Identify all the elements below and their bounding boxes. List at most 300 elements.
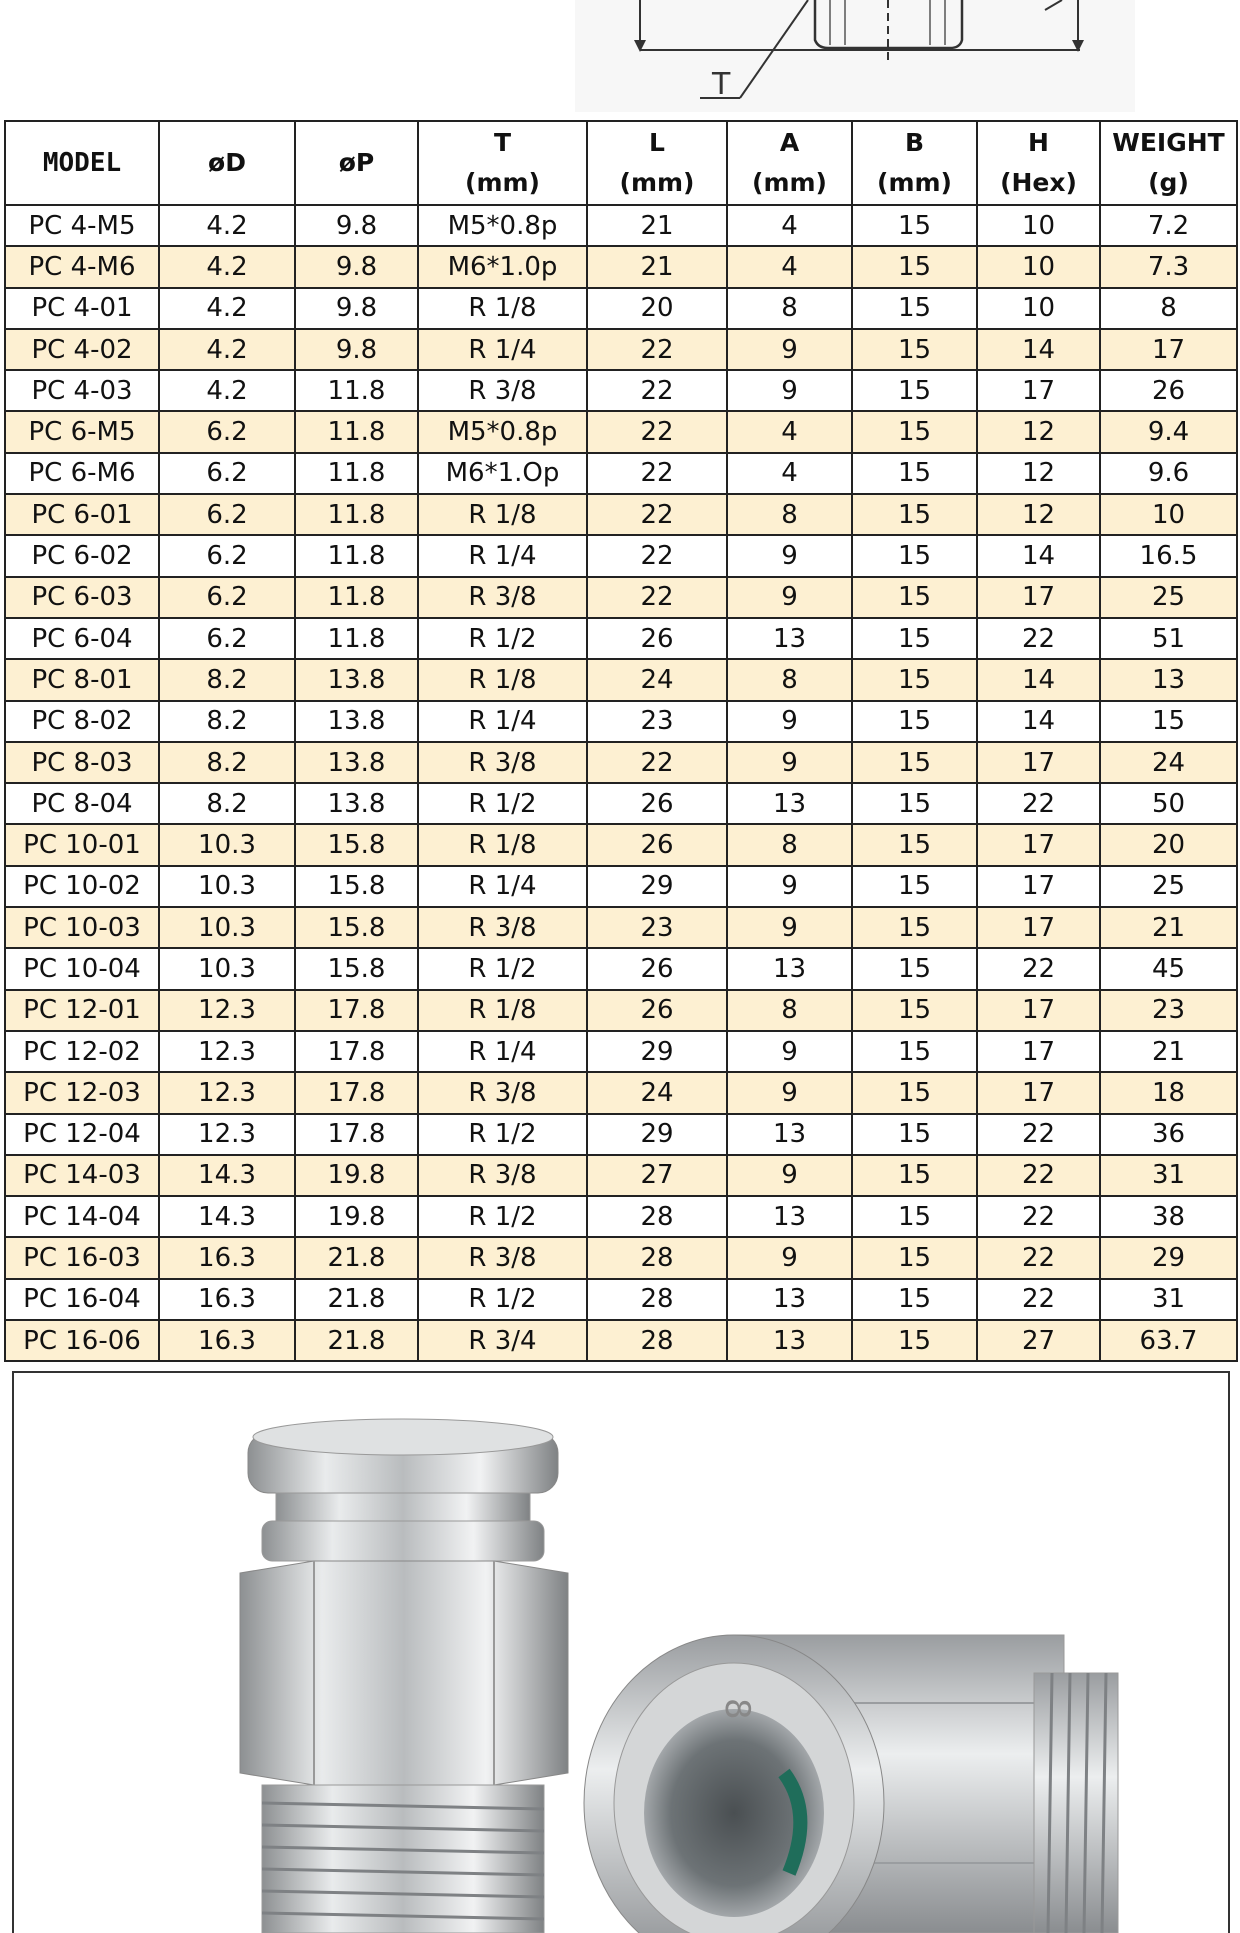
cell-op: 9.8	[295, 288, 418, 329]
cell-weight: 51	[1100, 618, 1237, 659]
cell-weight: 17	[1100, 329, 1237, 370]
cell-model: PC 8-03	[5, 742, 159, 783]
cell-od: 14.3	[159, 1196, 295, 1237]
cell-a: 8	[727, 288, 852, 329]
cell-thread: R 3/8	[418, 1072, 587, 1113]
table-row	[5, 535, 1237, 576]
cell-od: 6.2	[159, 535, 295, 576]
cell-thread: R 3/8	[418, 1237, 587, 1278]
table-row	[5, 1114, 1237, 1155]
cell-weight: 25	[1100, 577, 1237, 618]
cell-thread: R 1/8	[418, 659, 587, 700]
table-row	[5, 453, 1237, 494]
cell-length: 22	[587, 535, 727, 576]
cell-od: 16.3	[159, 1279, 295, 1320]
cell-thread: R 1/8	[418, 990, 587, 1031]
cell-length: 26	[587, 824, 727, 865]
cell-hex: 17	[977, 907, 1100, 948]
cell-a: 9	[727, 370, 852, 411]
cell-op: 19.8	[295, 1196, 418, 1237]
table-row	[5, 742, 1237, 783]
cell-weight: 21	[1100, 1031, 1237, 1072]
cell-b: 15	[852, 246, 977, 287]
cell-hex: 17	[977, 1072, 1100, 1113]
cell-a: 4	[727, 453, 852, 494]
cell-length: 28	[587, 1196, 727, 1237]
cell-a: 13	[727, 1114, 852, 1155]
cell-hex: 10	[977, 246, 1100, 287]
cell-a: 9	[727, 907, 852, 948]
cell-hex: 14	[977, 329, 1100, 370]
cell-thread: R 1/8	[418, 494, 587, 535]
cell-op: 17.8	[295, 1072, 418, 1113]
cell-length: 27	[587, 1155, 727, 1196]
cell-weight: 10	[1100, 494, 1237, 535]
cell-op: 13.8	[295, 659, 418, 700]
cell-thread: R 1/4	[418, 866, 587, 907]
cell-hex: 17	[977, 742, 1100, 783]
cell-b: 15	[852, 866, 977, 907]
cell-a: 9	[727, 1237, 852, 1278]
cell-hex: 14	[977, 659, 1100, 700]
table-row	[5, 948, 1237, 989]
table-row	[5, 411, 1237, 452]
cell-od: 4.2	[159, 246, 295, 287]
cell-b: 15	[852, 1237, 977, 1278]
cell-model: PC 12-04	[5, 1114, 159, 1155]
cell-length: 22	[587, 494, 727, 535]
cell-op: 11.8	[295, 453, 418, 494]
cell-weight: 21	[1100, 907, 1237, 948]
cell-op: 21.8	[295, 1279, 418, 1320]
cell-hex: 14	[977, 701, 1100, 742]
cell-length: 24	[587, 659, 727, 700]
cell-weight: 36	[1100, 1114, 1237, 1155]
cell-hex: 22	[977, 948, 1100, 989]
cell-a: 4	[727, 246, 852, 287]
cell-model: PC 12-02	[5, 1031, 159, 1072]
cell-thread: R 1/8	[418, 824, 587, 865]
cell-b: 15	[852, 329, 977, 370]
cell-model: PC 10-01	[5, 824, 159, 865]
cell-od: 12.3	[159, 1072, 295, 1113]
cell-op: 15.8	[295, 948, 418, 989]
cell-thread: M5*0.8p	[418, 411, 587, 452]
cell-hex: 17	[977, 824, 1100, 865]
cell-b: 15	[852, 907, 977, 948]
cell-od: 4.2	[159, 205, 295, 246]
cell-length: 23	[587, 701, 727, 742]
cell-length: 23	[587, 907, 727, 948]
cell-weight: 24	[1100, 742, 1237, 783]
cell-model: PC 16-06	[5, 1320, 159, 1361]
cell-b: 15	[852, 1155, 977, 1196]
cell-weight: 13	[1100, 659, 1237, 700]
cell-b: 15	[852, 1031, 977, 1072]
cell-op: 17.8	[295, 1114, 418, 1155]
cell-hex: 22	[977, 1279, 1100, 1320]
cell-od: 6.2	[159, 411, 295, 452]
cell-hex: 22	[977, 618, 1100, 659]
cell-hex: 22	[977, 1114, 1100, 1155]
table-row	[5, 1155, 1237, 1196]
cell-length: 29	[587, 1031, 727, 1072]
collet-neck	[276, 1493, 530, 1521]
spec-table	[4, 120, 1238, 1362]
table-row	[5, 659, 1237, 700]
cell-model: PC 4-01	[5, 288, 159, 329]
cell-length: 26	[587, 948, 727, 989]
cell-b: 15	[852, 824, 977, 865]
header-op: øP	[295, 121, 418, 205]
cell-a: 4	[727, 205, 852, 246]
cell-od: 6.2	[159, 494, 295, 535]
cell-length: 21	[587, 246, 727, 287]
cell-hex: 12	[977, 494, 1100, 535]
cell-op: 21.8	[295, 1320, 418, 1361]
header-model: MODEL	[5, 121, 159, 205]
cell-weight: 7.2	[1100, 205, 1237, 246]
cell-op: 11.8	[295, 577, 418, 618]
cell-length: 29	[587, 1114, 727, 1155]
cell-a: 4	[727, 411, 852, 452]
cell-weight: 20	[1100, 824, 1237, 865]
cell-b: 15	[852, 577, 977, 618]
product-photo	[12, 1371, 1230, 1933]
cell-model: PC 4-M6	[5, 246, 159, 287]
cell-model: PC 8-01	[5, 659, 159, 700]
table-row	[5, 494, 1237, 535]
cell-length: 22	[587, 453, 727, 494]
table-row	[5, 370, 1237, 411]
fitting-upright	[240, 1419, 568, 1933]
cell-weight: 9.6	[1100, 453, 1237, 494]
cell-a: 9	[727, 329, 852, 370]
cell-thread: R 1/2	[418, 948, 587, 989]
drawing-background	[575, 0, 1135, 112]
cell-hex: 10	[977, 288, 1100, 329]
cell-op: 15.8	[295, 824, 418, 865]
cell-hex: 12	[977, 411, 1100, 452]
cell-length: 22	[587, 370, 727, 411]
cell-a: 13	[727, 618, 852, 659]
cell-b: 15	[852, 783, 977, 824]
cell-weight: 7.3	[1100, 246, 1237, 287]
cell-op: 19.8	[295, 1155, 418, 1196]
table-row	[5, 329, 1237, 370]
cell-b: 15	[852, 453, 977, 494]
cell-model: PC 10-04	[5, 948, 159, 989]
table-row	[5, 990, 1237, 1031]
cell-weight: 31	[1100, 1279, 1237, 1320]
cell-model: PC 6-03	[5, 577, 159, 618]
cell-hex: 17	[977, 866, 1100, 907]
cell-a: 9	[727, 866, 852, 907]
cell-length: 28	[587, 1279, 727, 1320]
table-row	[5, 1196, 1237, 1237]
cell-thread: M6*1.0p	[418, 246, 587, 287]
cell-b: 15	[852, 1072, 977, 1113]
header-weight: WEIGHT (g)	[1100, 121, 1237, 205]
cell-length: 21	[587, 205, 727, 246]
cell-hex: 17	[977, 1031, 1100, 1072]
cell-hex: 22	[977, 1155, 1100, 1196]
cell-b: 15	[852, 659, 977, 700]
cell-b: 15	[852, 1196, 977, 1237]
fitting-lying	[584, 1635, 1118, 1933]
cell-weight: 23	[1100, 990, 1237, 1031]
cell-od: 8.2	[159, 701, 295, 742]
cell-length: 22	[587, 742, 727, 783]
cell-weight: 26	[1100, 370, 1237, 411]
cell-op: 11.8	[295, 494, 418, 535]
cell-a: 9	[727, 535, 852, 576]
cell-op: 15.8	[295, 907, 418, 948]
cell-od: 8.2	[159, 659, 295, 700]
cell-a: 8	[727, 990, 852, 1031]
cell-a: 9	[727, 742, 852, 783]
header-b: B (mm)	[852, 121, 977, 205]
cell-thread: R 1/2	[418, 1196, 587, 1237]
cell-model: PC 6-04	[5, 618, 159, 659]
cell-thread: R 1/4	[418, 329, 587, 370]
cell-b: 15	[852, 1279, 977, 1320]
table-row	[5, 1072, 1237, 1113]
cell-hex: 12	[977, 453, 1100, 494]
cell-od: 6.2	[159, 618, 295, 659]
cell-model: PC 12-03	[5, 1072, 159, 1113]
cell-b: 15	[852, 288, 977, 329]
cell-b: 15	[852, 742, 977, 783]
cell-weight: 50	[1100, 783, 1237, 824]
cell-thread: R 3/8	[418, 742, 587, 783]
cell-a: 8	[727, 659, 852, 700]
cell-hex: 22	[977, 1196, 1100, 1237]
cell-op: 15.8	[295, 866, 418, 907]
cell-hex: 27	[977, 1320, 1100, 1361]
header-a: A (mm)	[727, 121, 852, 205]
cell-a: 13	[727, 1320, 852, 1361]
cell-op: 9.8	[295, 205, 418, 246]
cell-op: 13.8	[295, 742, 418, 783]
cell-model: PC 10-02	[5, 866, 159, 907]
cell-model: PC 8-04	[5, 783, 159, 824]
hex-body	[240, 1561, 568, 1785]
cell-b: 15	[852, 411, 977, 452]
cell-a: 9	[727, 1031, 852, 1072]
cell-b: 15	[852, 205, 977, 246]
cell-od: 4.2	[159, 329, 295, 370]
cell-thread: R 1/8	[418, 288, 587, 329]
cell-a: 9	[727, 1155, 852, 1196]
cell-op: 13.8	[295, 701, 418, 742]
cell-a: 9	[727, 701, 852, 742]
release-ring	[262, 1521, 544, 1561]
cell-op: 11.8	[295, 370, 418, 411]
cell-length: 26	[587, 618, 727, 659]
cell-a: 13	[727, 783, 852, 824]
cell-op: 11.8	[295, 411, 418, 452]
cell-op: 17.8	[295, 1031, 418, 1072]
cell-op: 11.8	[295, 618, 418, 659]
cell-b: 15	[852, 1114, 977, 1155]
cell-length: 24	[587, 1072, 727, 1113]
cell-weight: 31	[1100, 1155, 1237, 1196]
cell-hex: 17	[977, 990, 1100, 1031]
technical-drawing	[0, 0, 1240, 118]
cell-model: PC 6-02	[5, 535, 159, 576]
cell-od: 12.3	[159, 1031, 295, 1072]
cell-od: 10.3	[159, 907, 295, 948]
table-row	[5, 577, 1237, 618]
cell-model: PC 4-03	[5, 370, 159, 411]
cell-weight: 45	[1100, 948, 1237, 989]
table-row	[5, 783, 1237, 824]
cell-model: PC 12-01	[5, 990, 159, 1031]
table-row	[5, 701, 1237, 742]
cell-weight: 38	[1100, 1196, 1237, 1237]
cell-thread: R 1/2	[418, 783, 587, 824]
cell-a: 8	[727, 494, 852, 535]
cell-weight: 15	[1100, 701, 1237, 742]
cell-model: PC 16-03	[5, 1237, 159, 1278]
cell-thread: R 1/4	[418, 701, 587, 742]
table-row	[5, 246, 1237, 287]
cell-model: PC 6-M5	[5, 411, 159, 452]
cell-od: 4.2	[159, 288, 295, 329]
cell-length: 28	[587, 1237, 727, 1278]
cell-hex: 22	[977, 1237, 1100, 1278]
cell-a: 13	[727, 1279, 852, 1320]
cell-thread: R 1/2	[418, 1279, 587, 1320]
cell-b: 15	[852, 701, 977, 742]
cell-model: PC 8-02	[5, 701, 159, 742]
cell-a: 8	[727, 824, 852, 865]
cell-op: 11.8	[295, 535, 418, 576]
cell-thread: R 1/4	[418, 535, 587, 576]
cell-b: 15	[852, 494, 977, 535]
cell-od: 10.3	[159, 866, 295, 907]
cell-b: 15	[852, 618, 977, 659]
header-h: H (Hex)	[977, 121, 1100, 205]
cell-length: 22	[587, 411, 727, 452]
cell-b: 15	[852, 990, 977, 1031]
table-row	[5, 618, 1237, 659]
cell-length: 26	[587, 990, 727, 1031]
cell-weight: 18	[1100, 1072, 1237, 1113]
cell-b: 15	[852, 535, 977, 576]
cell-weight: 8	[1100, 288, 1237, 329]
cell-weight: 63.7	[1100, 1320, 1237, 1361]
cell-length: 22	[587, 577, 727, 618]
cell-od: 6.2	[159, 577, 295, 618]
cell-length: 29	[587, 866, 727, 907]
cell-op: 21.8	[295, 1237, 418, 1278]
cell-thread: R 3/4	[418, 1320, 587, 1361]
cell-hex: 17	[977, 577, 1100, 618]
table-row	[5, 1031, 1237, 1072]
cell-a: 13	[727, 948, 852, 989]
cell-thread: R 3/8	[418, 370, 587, 411]
cell-op: 13.8	[295, 783, 418, 824]
cell-model: PC 4-02	[5, 329, 159, 370]
cell-model: PC 10-03	[5, 907, 159, 948]
cell-thread: R 3/8	[418, 907, 587, 948]
cell-od: 12.3	[159, 990, 295, 1031]
cell-length: 26	[587, 783, 727, 824]
cell-od: 6.2	[159, 453, 295, 494]
cell-od: 16.3	[159, 1320, 295, 1361]
cell-length: 22	[587, 329, 727, 370]
cell-thread: R 1/2	[418, 1114, 587, 1155]
nut-marking: 8	[717, 1698, 757, 1720]
cell-hex: 14	[977, 535, 1100, 576]
table-row	[5, 824, 1237, 865]
cell-od: 8.2	[159, 783, 295, 824]
fitting-illustration	[14, 1373, 1228, 1933]
cell-thread: R 1/2	[418, 618, 587, 659]
table-row	[5, 205, 1237, 246]
cell-thread: R 3/8	[418, 577, 587, 618]
cell-b: 15	[852, 948, 977, 989]
cell-weight: 9.4	[1100, 411, 1237, 452]
cell-od: 10.3	[159, 824, 295, 865]
cell-weight: 16.5	[1100, 535, 1237, 576]
cell-op: 9.8	[295, 246, 418, 287]
cell-model: PC 14-03	[5, 1155, 159, 1196]
dimension-label-t: T	[712, 67, 731, 102]
cell-b: 15	[852, 370, 977, 411]
cell-weight: 25	[1100, 866, 1237, 907]
cell-op: 9.8	[295, 329, 418, 370]
cell-thread: R 3/8	[418, 1155, 587, 1196]
cell-model: PC 16-04	[5, 1279, 159, 1320]
cell-hex: 10	[977, 205, 1100, 246]
table-row	[5, 1320, 1237, 1361]
cell-a: 9	[727, 1072, 852, 1113]
cell-hex: 17	[977, 370, 1100, 411]
table-row	[5, 866, 1237, 907]
cell-thread: M5*0.8p	[418, 205, 587, 246]
cell-thread: M6*1.Op	[418, 453, 587, 494]
cell-hex: 22	[977, 783, 1100, 824]
cell-length: 20	[587, 288, 727, 329]
table-row	[5, 907, 1237, 948]
cell-od: 16.3	[159, 1237, 295, 1278]
cell-a: 13	[727, 1196, 852, 1237]
cell-length: 28	[587, 1320, 727, 1361]
cell-model: PC 14-04	[5, 1196, 159, 1237]
header-od: øD	[159, 121, 295, 205]
cell-od: 8.2	[159, 742, 295, 783]
cell-model: PC 4-M5	[5, 205, 159, 246]
cell-model: PC 6-01	[5, 494, 159, 535]
table-row	[5, 288, 1237, 329]
header-row	[5, 121, 1237, 205]
header-l: L (mm)	[587, 121, 727, 205]
table-row	[5, 1279, 1237, 1320]
cell-b: 15	[852, 1320, 977, 1361]
table-row	[5, 1237, 1237, 1278]
cell-thread: R 1/4	[418, 1031, 587, 1072]
cell-od: 12.3	[159, 1114, 295, 1155]
cell-weight: 29	[1100, 1237, 1237, 1278]
header-t: T (mm)	[418, 121, 587, 205]
cell-op: 17.8	[295, 990, 418, 1031]
spec-table-body	[5, 205, 1237, 1361]
cell-od: 10.3	[159, 948, 295, 989]
cell-od: 14.3	[159, 1155, 295, 1196]
